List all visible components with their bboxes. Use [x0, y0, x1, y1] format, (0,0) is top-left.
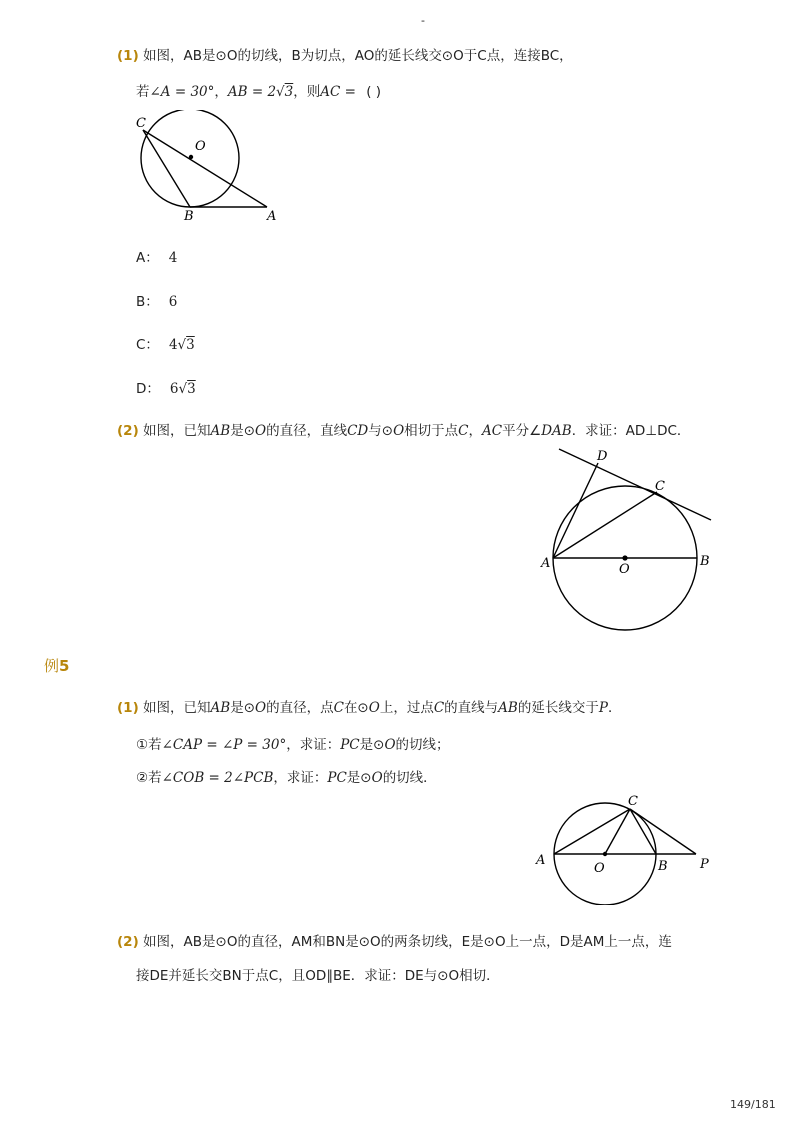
option-d-value: 6 — [169, 381, 179, 397]
ex5-label-a: A — [536, 853, 546, 868]
ex5-q1-m3: C — [333, 700, 344, 716]
sub2-m3: O — [371, 770, 383, 786]
q1-center-dot — [189, 155, 193, 159]
q2-m3: CD — [347, 423, 369, 439]
ex5-q1-figure — [530, 790, 720, 905]
ex5-line-bc — [630, 809, 656, 854]
q2-tangent-line — [559, 449, 711, 520]
ex5-label-p: P — [700, 857, 709, 872]
q1-number: (1) — [117, 48, 139, 64]
q1-cond-prefix: 若 — [136, 84, 150, 100]
q2-label-a: A — [541, 556, 551, 571]
ex5-q1-t6: 的直线与 — [444, 700, 499, 716]
option-b-value: 6 — [168, 294, 178, 310]
ex5-line-ac — [554, 809, 630, 854]
q2-m6: AC — [481, 423, 503, 439]
sub2-m1: ∠COB = 2∠PCB — [161, 770, 274, 786]
ex5-q1-m6: AB — [498, 700, 518, 716]
q1-label-a: A — [267, 209, 277, 224]
q2-t5: 相切于点 — [404, 423, 459, 439]
q1-text: 如图，AB是⊙O的切线，B为切点，AO的延长线交⊙O于C点，连接BC， — [143, 48, 573, 64]
ex5-q1-m1: AB — [210, 700, 231, 716]
option-c-radical: 3 — [186, 337, 195, 353]
sub2-lead: ②若 — [136, 770, 162, 786]
ex5-q1-t2: 是⊙ — [230, 700, 256, 716]
q1-line2 — [136, 82, 381, 102]
sub1-lead: ①若 — [136, 737, 162, 753]
ex5-q2-line2: 接DE并延长交BN于点C，且OD∥BE．求证：DE与⊙O相切． — [136, 968, 500, 984]
q2-t1: 如图，已知 — [143, 423, 211, 439]
option-c-sqrt-sign: √ — [177, 337, 187, 353]
ex5-q1-t5: 上，过点 — [379, 700, 434, 716]
q2-m2: O — [255, 423, 267, 439]
q1-label-c: C — [136, 116, 146, 131]
ex5-q1-t8: ． — [607, 700, 622, 716]
ex5-q1-t4: 在⊙ — [343, 700, 369, 716]
option-d-radical: 3 — [187, 381, 196, 397]
q2-label-d: D — [597, 449, 608, 464]
example-5-heading — [44, 655, 69, 676]
sub2-t3: 的切线． — [382, 770, 437, 786]
ex5-center-dot — [603, 852, 607, 856]
q2-line1 — [117, 421, 690, 441]
q1-ac-eq: AC = — [320, 84, 356, 100]
q1-figure — [130, 110, 290, 225]
q1-then: ，则 — [293, 84, 321, 100]
example-prefix: 例 — [44, 657, 60, 675]
header-mark: - — [421, 14, 425, 27]
q2-m5: C — [458, 423, 469, 439]
q1-label-b: B — [184, 209, 194, 224]
q1-comma: ， — [214, 84, 228, 100]
ex5-q1-sub2 — [136, 768, 437, 788]
q2-label-o: O — [619, 562, 630, 577]
q1-sqrt-value: 3 — [284, 84, 294, 100]
option-d-label: D： — [136, 381, 160, 397]
q2-m7: DAB — [541, 423, 572, 439]
ex5-label-o: O — [594, 861, 605, 876]
q1-line-cb — [143, 130, 190, 207]
example-number: 5 — [59, 657, 70, 675]
ex5-q1-sub1 — [136, 735, 450, 755]
q1-angle-a: ∠A = 30° — [149, 84, 215, 100]
option-a-label: A： — [136, 250, 159, 266]
ex5-q1-number: (1) — [117, 700, 139, 716]
ex5-q1-m2: O — [255, 700, 267, 716]
page-number: 149/181 — [730, 1098, 776, 1111]
q2-t2: 是⊙ — [230, 423, 256, 439]
sub1-m2: PC — [340, 737, 360, 753]
ex5-line-pc — [630, 809, 696, 854]
ex5-q2-text1: 如图，AB是⊙O的直径，AM和BN是⊙O的两条切线，E是⊙O上一点，D是AM上一点，连 — [143, 934, 672, 950]
ex5-label-b: B — [658, 859, 668, 874]
q2-m1: AB — [210, 423, 231, 439]
ex5-q1-t3: 的直径，点 — [266, 700, 334, 716]
q1-answer-paren: ( ) — [366, 84, 382, 100]
sub1-t2: 是⊙ — [359, 737, 385, 753]
q1-option-d[interactable] — [136, 377, 196, 397]
q2-t7: 平分∠ — [502, 423, 542, 439]
ex5-label-c: C — [628, 794, 638, 809]
sub1-t1: ，求证： — [286, 737, 341, 753]
sub2-t2: 是⊙ — [346, 770, 372, 786]
q1-ab-eq: AB = 2 — [227, 84, 277, 100]
option-b-label: B： — [136, 294, 159, 310]
option-c-label: C： — [136, 337, 159, 353]
q1-sqrt-sign: √ — [276, 84, 285, 100]
q2-figure — [535, 445, 720, 635]
option-d-sqrt-sign: √ — [178, 381, 188, 397]
ex5-q2-line1 — [117, 932, 672, 952]
option-a-value: 4 — [168, 250, 178, 266]
q2-t4: 与⊙ — [368, 423, 394, 439]
q2-label-c: C — [655, 479, 665, 494]
q2-m4: O — [393, 423, 405, 439]
ex5-q1-t1: 如图，已知 — [143, 700, 211, 716]
q2-label-b: B — [700, 554, 710, 569]
ex5-q1-m4: O — [368, 700, 380, 716]
ex5-q1-line1 — [117, 698, 621, 718]
q2-center-dot — [622, 555, 627, 560]
sub1-t3: 的切线； — [395, 737, 450, 753]
ex5-q2-number: (2) — [117, 934, 139, 950]
q2-number: (2) — [117, 423, 139, 439]
option-c-value: 4 — [168, 337, 178, 353]
ex5-q1-t7: 的延长线交于 — [517, 700, 599, 716]
ex5-q1-m7: P — [598, 700, 608, 716]
q1-option-b[interactable] — [136, 290, 177, 310]
sub1-m1: ∠CAP = ∠P = 30° — [161, 737, 287, 753]
q1-option-c[interactable] — [136, 333, 195, 353]
q2-t8: ．求证：AD⊥DC． — [571, 423, 691, 439]
sub1-m3: O — [384, 737, 396, 753]
q1-option-a[interactable] — [136, 246, 177, 266]
q2-t3: 的直径，直线 — [266, 423, 348, 439]
q1-label-o: O — [195, 139, 206, 154]
sub2-m2: PC — [327, 770, 347, 786]
ex5-q1-m5: C — [433, 700, 445, 716]
sub2-t1: ，求证： — [273, 770, 328, 786]
q1-line1 — [117, 46, 573, 66]
q2-t6: ， — [468, 423, 482, 439]
